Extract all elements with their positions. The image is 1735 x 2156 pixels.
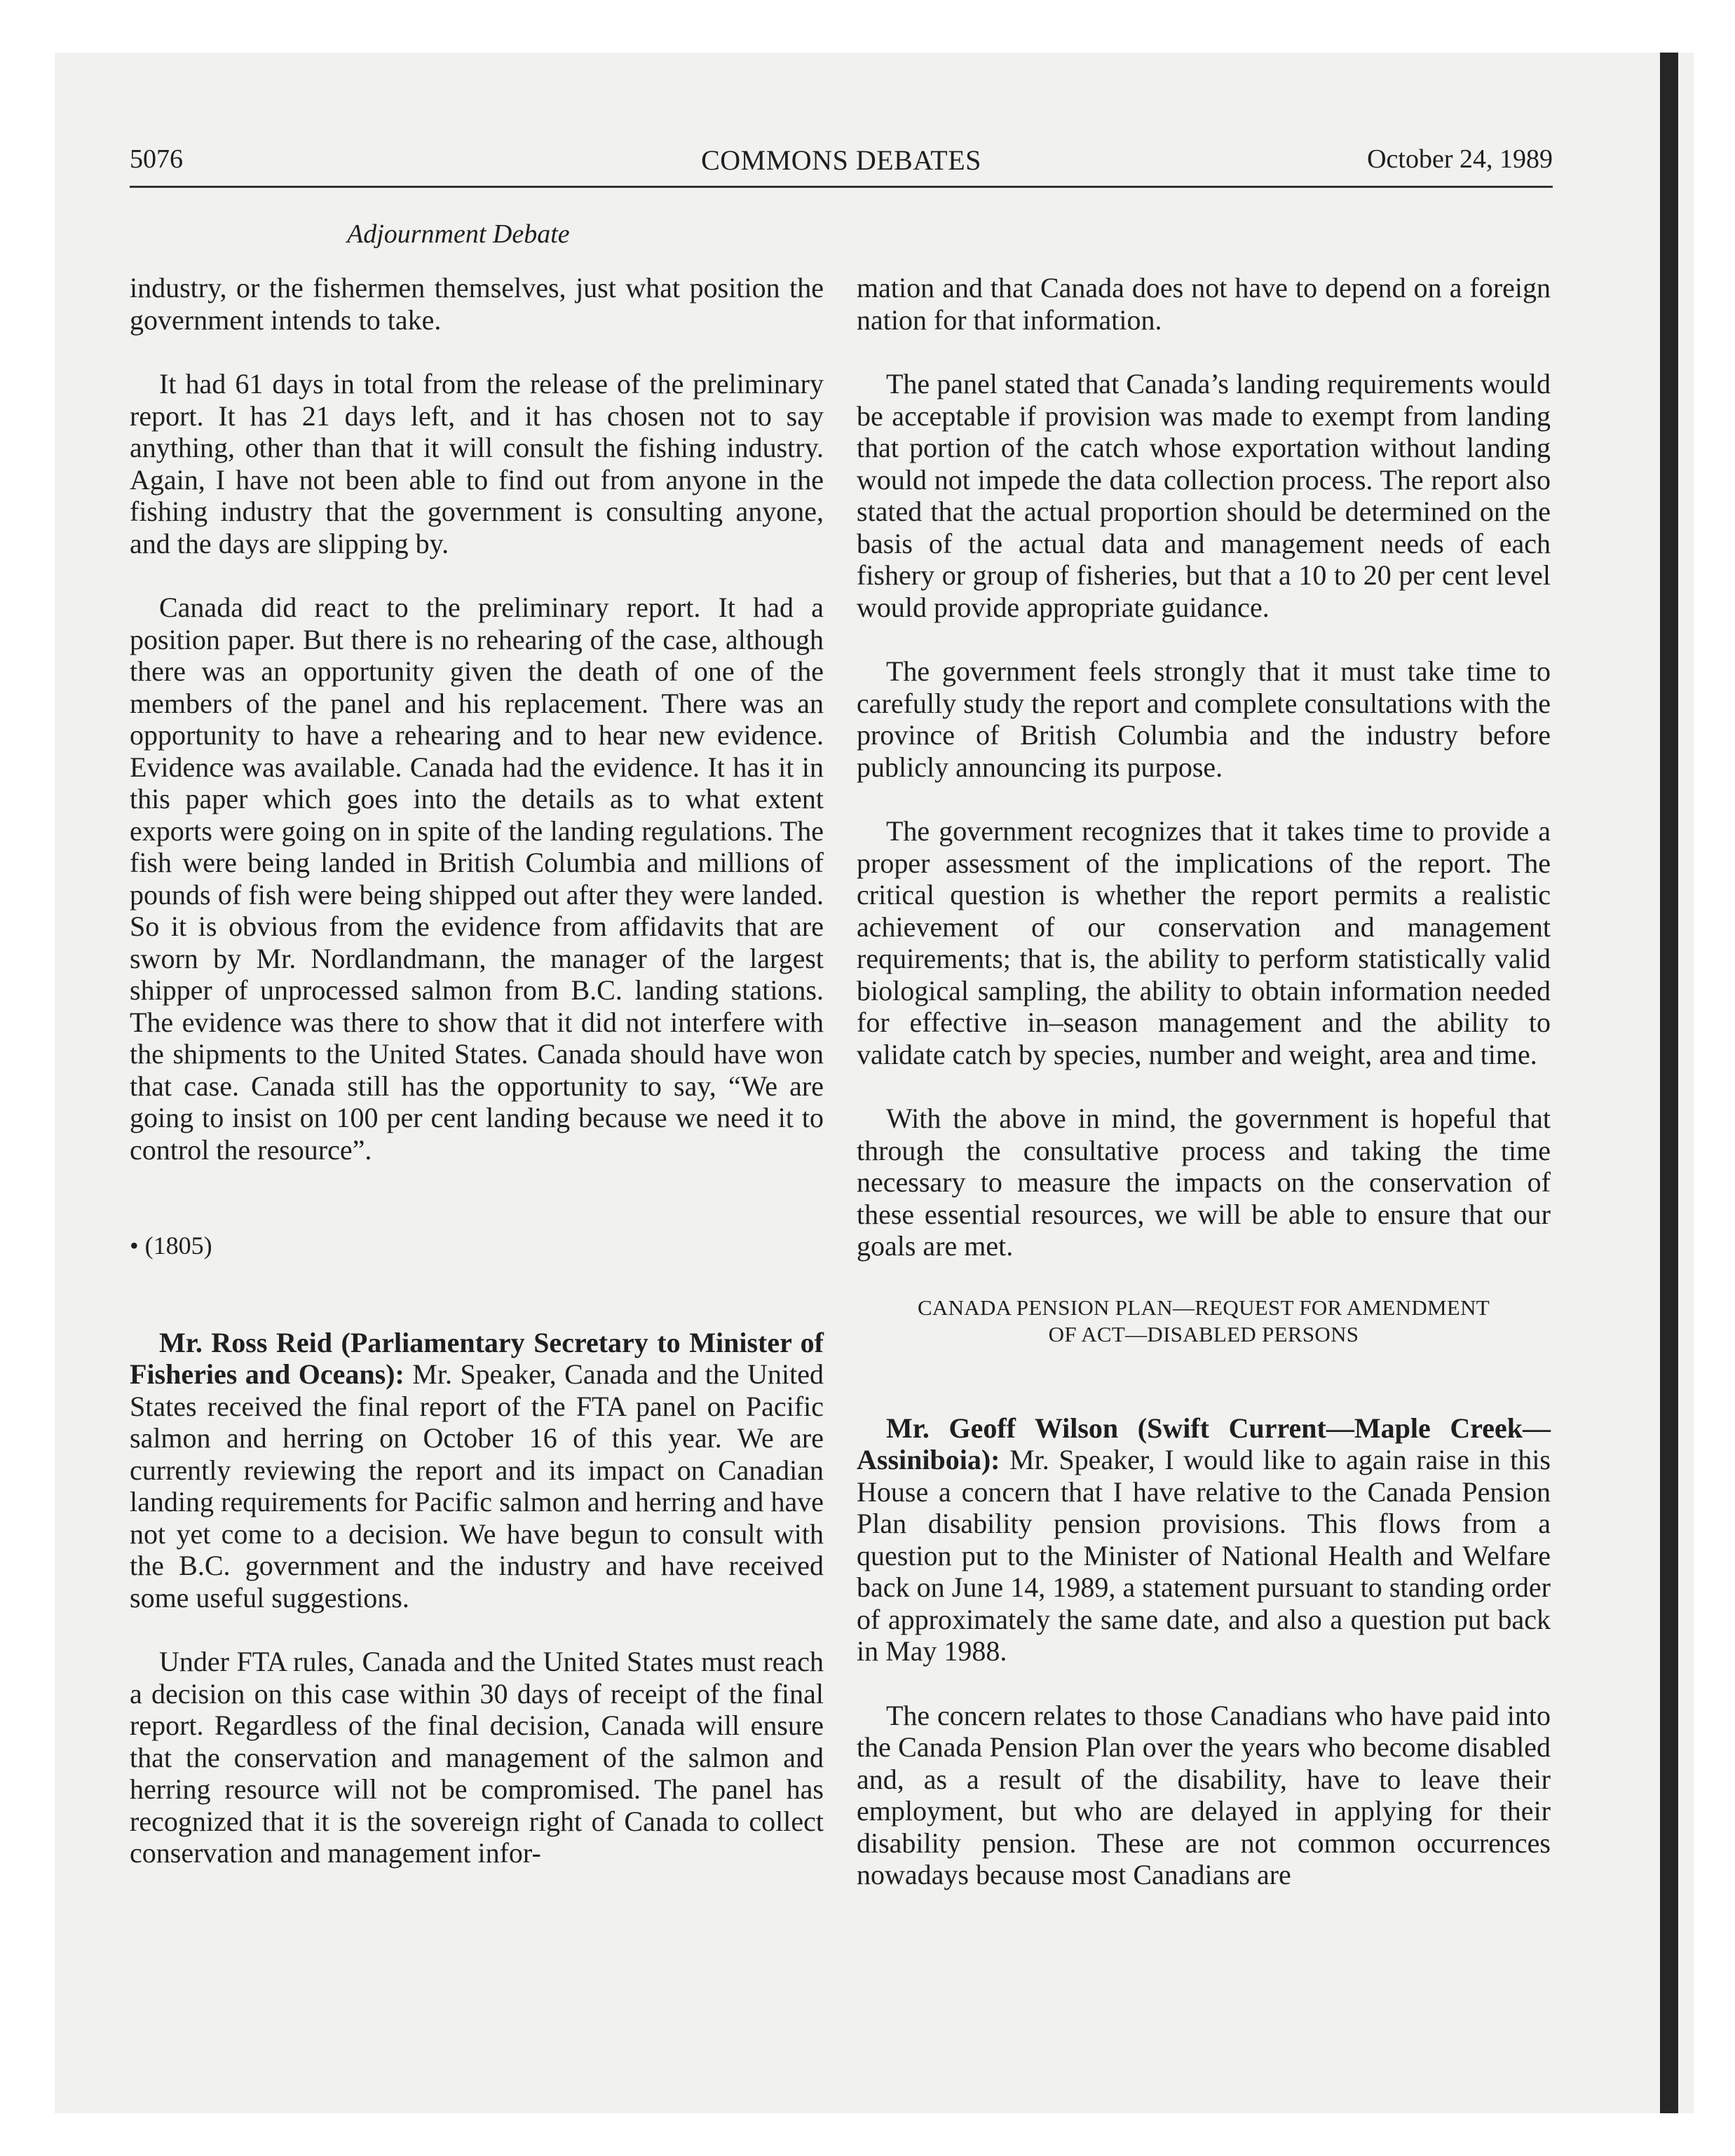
subheading-line: OF ACT—DISABLED PERSONS [1048, 1321, 1359, 1346]
section-label: Adjournment Debate [347, 219, 570, 249]
paragraph: The government recognizes that it takes time to provide a proper assessment of the implications of the report. The critical question is whether the report permits a realistic achievement of our conservation and management requirements; that is, the ability to perform statistically valid biological sampling, the ability to obtain information needed for effective in–season management and the ability to validate catch by species, number and weight, area and time. [857, 815, 1551, 1070]
speech-paragraph [857, 1412, 1551, 1667]
paragraph: The panel stated that Canada’s landing requirements would be acceptable if provision was made to exempt from landing that portion of the catch whose exportation without landing would not impede the data collection process. The report also stated that the actual proportion should be determined on the basis of the actual data and management needs of each fishery or group of fisheries, but that a 10 to 20 per cent level would provide appropriate guidance. [857, 368, 1551, 623]
subheading-line: CANADA PENSION PLAN—REQUEST FOR AMENDMENT [917, 1295, 1490, 1320]
publication-date: October 24, 1989 [1367, 144, 1553, 174]
paragraph: The government feels strongly that it must take time to carefully study the report and complete consultations with the province of British Columbia and the industry before publicly announcing its purpose. [857, 655, 1551, 783]
paragraph: Canada did react to the preliminary report. It had a position paper. But there is no rehearing of the case, although there was an opportunity given the death of one of the members of the panel and his replacement. There was an opportunity to have a rehearing and to hear new evidence. Evidence was available. Canada had the evidence. It has it in this paper which goes into the details as to what extent exports were going on in spite of the landing regulations. The fish were being landed in British Columbia and millions of pounds of fish were being shipped out after they were landed. So it is obvious from the evidence from affidavits that are sworn by Mr. Nordlandmann, the manager of the largest shipper of unprocessed salmon from B.C. landing stations. The evidence was there to show that it did not interfere with the shipments to the United States. Canada should have won that case. Canada still has the opportunity to say, “We are going to insist on 100 per cent landing because we need it to control the resource”. [130, 592, 824, 1166]
paragraph: mation and that Canada does not have to depend on a foreign nation for that information. [857, 272, 1551, 336]
publication-title: COMMONS DEBATES [701, 144, 981, 176]
scan-edge-shadow [1660, 53, 1678, 2113]
right-column [857, 272, 1551, 1923]
speech-paragraph [130, 1327, 824, 1614]
time-marker: • (1805) [130, 1231, 212, 1260]
paragraph: The concern relates to those Canadians who have paid into the Canada Pension Plan over the years who become disabled and, as a result of the disability, have to leave their employment, but who are delayed in applying for their disability pension. These are not common occurrences nowadays because most Canadians are [857, 1699, 1551, 1890]
speaker-name: Mr. Ross Reid (Parliamentary Secretary to Minister of Fisheries and Oceans): [130, 1326, 824, 1390]
paragraph: industry, or the fishermen themselves, just what position the government intends to take. [130, 272, 824, 336]
left-column [130, 272, 824, 1902]
speaker-name: Mr. Geoff Wilson (Swift Current—Maple Creek—Assiniboia): [857, 1412, 1551, 1475]
paragraph: With the above in mind, the government is hopeful that through the consultative process and taking the time necessary to measure the impacts on the conservation of these essential resources, we will be able to ensure that our goals are met. [857, 1103, 1551, 1262]
page-number: 5076 [130, 144, 183, 174]
speech-text: Mr. Speaker, Canada and the United States received the final report of the FTA panel on Pacific salmon and herring on October 16 of this year. We are currently reviewing the report and its impact on Canadian landing requirements for Pacific salmon and herring and have not yet come to a decision. We have begun to consult with the B.C. government and the industry and have received some useful suggestions. [130, 1358, 824, 1613]
paragraph: Under FTA rules, Canada and the United States must reach a decision on this case within 30 days of receipt of the final report. Regardless of the final decision, Canada will ensure that the conservation and management of the salmon and herring resource will not be compromised. The panel has recognized that it is the sovereign right of Canada to collect conservation and management infor- [130, 1646, 824, 1869]
page-header [130, 144, 1553, 186]
speech-text: Mr. Speaker, I would like to again raise in this House a concern that I have relative to the Canada Pension Plan disability pension provisions. This flows from a question put to the Minister of National Health and Welfare back on June 14, 1989, a statement pursuant to standing order of approximately the same date, and also a question put back in May 1988. [857, 1444, 1551, 1667]
section-subheading [857, 1295, 1551, 1348]
paragraph: It had 61 days in total from the release of the preliminary report. It has 21 days left, and it has chosen not to say anything, other than that it will consult the fishing industry. Again, I have not been able to find out from anyone in the fishing industry that the government is consulting anyone, and the days are slipping by. [130, 368, 824, 559]
header-rule [130, 186, 1553, 188]
